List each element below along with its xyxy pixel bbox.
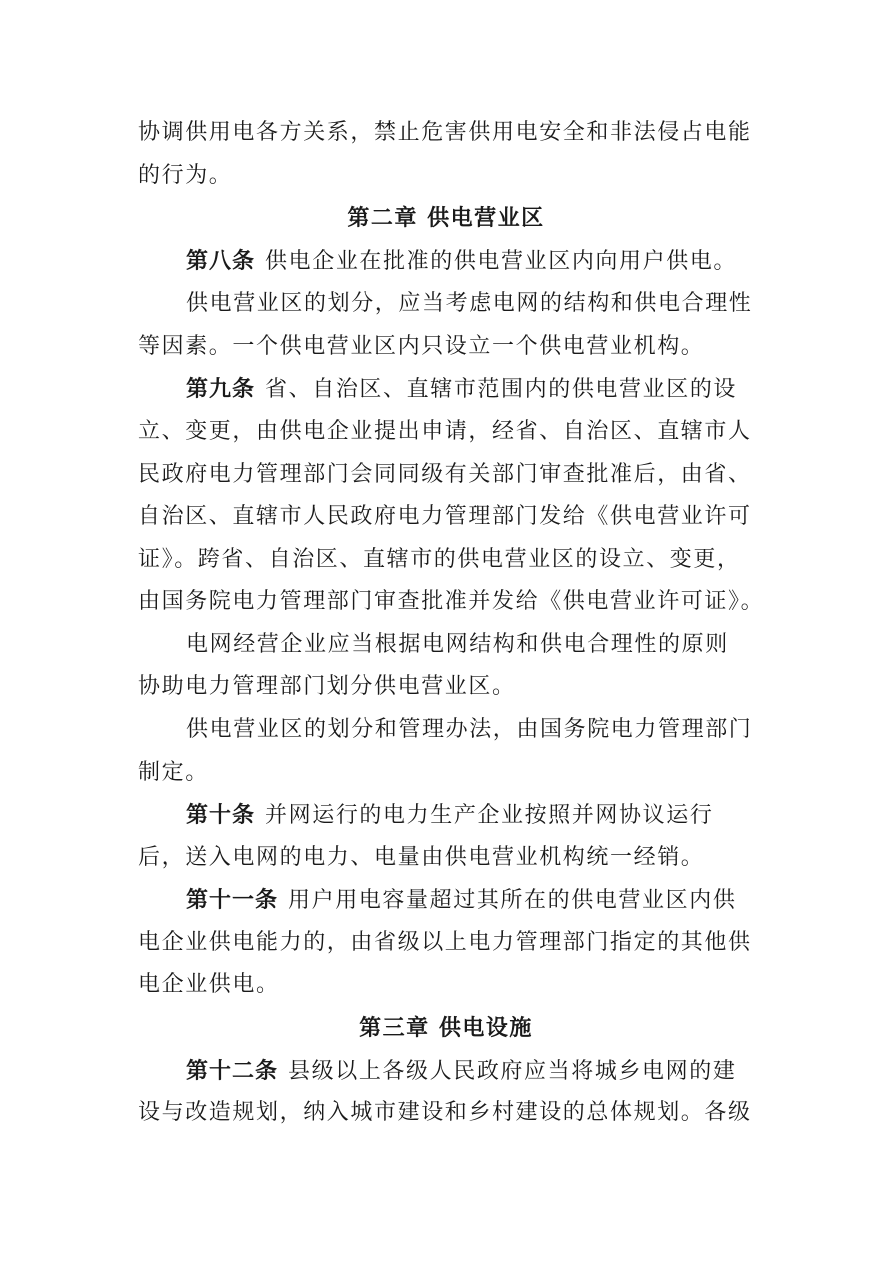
text-line: 立、变更，由供电企业提出申请，经省、自治区、直辖市人: [138, 419, 752, 444]
text-line: 电企业供电。: [138, 972, 280, 997]
article-number: 第十一条: [186, 887, 279, 913]
text-line: 协助电力管理部门划分供电营业区。: [138, 674, 516, 699]
article-11-line: [186, 885, 768, 916]
article-text: 县级以上各级人民政府应当将城乡电网的建: [288, 1059, 737, 1084]
article-number: 第九条: [186, 376, 256, 402]
text-line: 民政府电力管理部门会同同级有关部门审查批准后，由省、: [138, 462, 752, 487]
text-line: 电网经营企业应当根据电网结构和供电合理性的原则: [186, 632, 729, 657]
text-line: 电企业供电能力的，由省级以上电力管理部门指定的其他供: [138, 930, 752, 955]
text-line: 证》。跨省、自治区、直辖市的供电营业区的设立、变更，: [138, 547, 741, 572]
chapter-heading: 第三章 供电设施: [359, 1015, 533, 1041]
article-10-line: [186, 800, 768, 831]
article-8-line: [186, 246, 768, 277]
article-text: 用户用电容量超过其所在的供电营业区内供: [288, 888, 737, 913]
text-line: 的行为。: [138, 163, 233, 188]
text-line: 协调供用电各方关系，禁止危害供用电安全和非法侵占电能: [138, 120, 752, 145]
article-number: 第十条: [186, 802, 256, 828]
text-line: 供电营业区的划分和管理办法，由国务院电力管理部门: [186, 717, 753, 742]
article-number: 第十二条: [186, 1058, 279, 1084]
text-line: 设与改造规划，纳入城市建设和乡村建设的总体规划。各级: [138, 1100, 752, 1125]
text-line: 后，送入电网的电力、电量由供电营业机构统一经销。: [138, 845, 705, 870]
article-text: 并网运行的电力生产企业按照并网协议运行: [265, 803, 714, 828]
text-line: 由国务院电力管理部门审查批准并发给《供电营业许可证》。: [138, 589, 765, 614]
article-9-line: [186, 374, 768, 405]
article-number: 第八条: [186, 248, 256, 274]
article-text: 省、自治区、直辖市范围内的供电营业区的设: [265, 377, 738, 402]
article-text: 供电企业在批准的供电营业区内向用户供电。: [265, 249, 738, 274]
chapter-heading: 第二章 供电营业区: [347, 205, 545, 231]
text-line: 自治区、直辖市人民政府电力管理部门发给《供电营业许可: [138, 504, 752, 529]
article-12-line: [186, 1056, 768, 1087]
text-line: 供电营业区的划分，应当考虑电网的结构和供电合理性: [186, 291, 753, 316]
text-line: 制定。: [138, 760, 209, 785]
text-line: 等因素。一个供电营业区内只设立一个供电营业机构。: [138, 334, 705, 359]
